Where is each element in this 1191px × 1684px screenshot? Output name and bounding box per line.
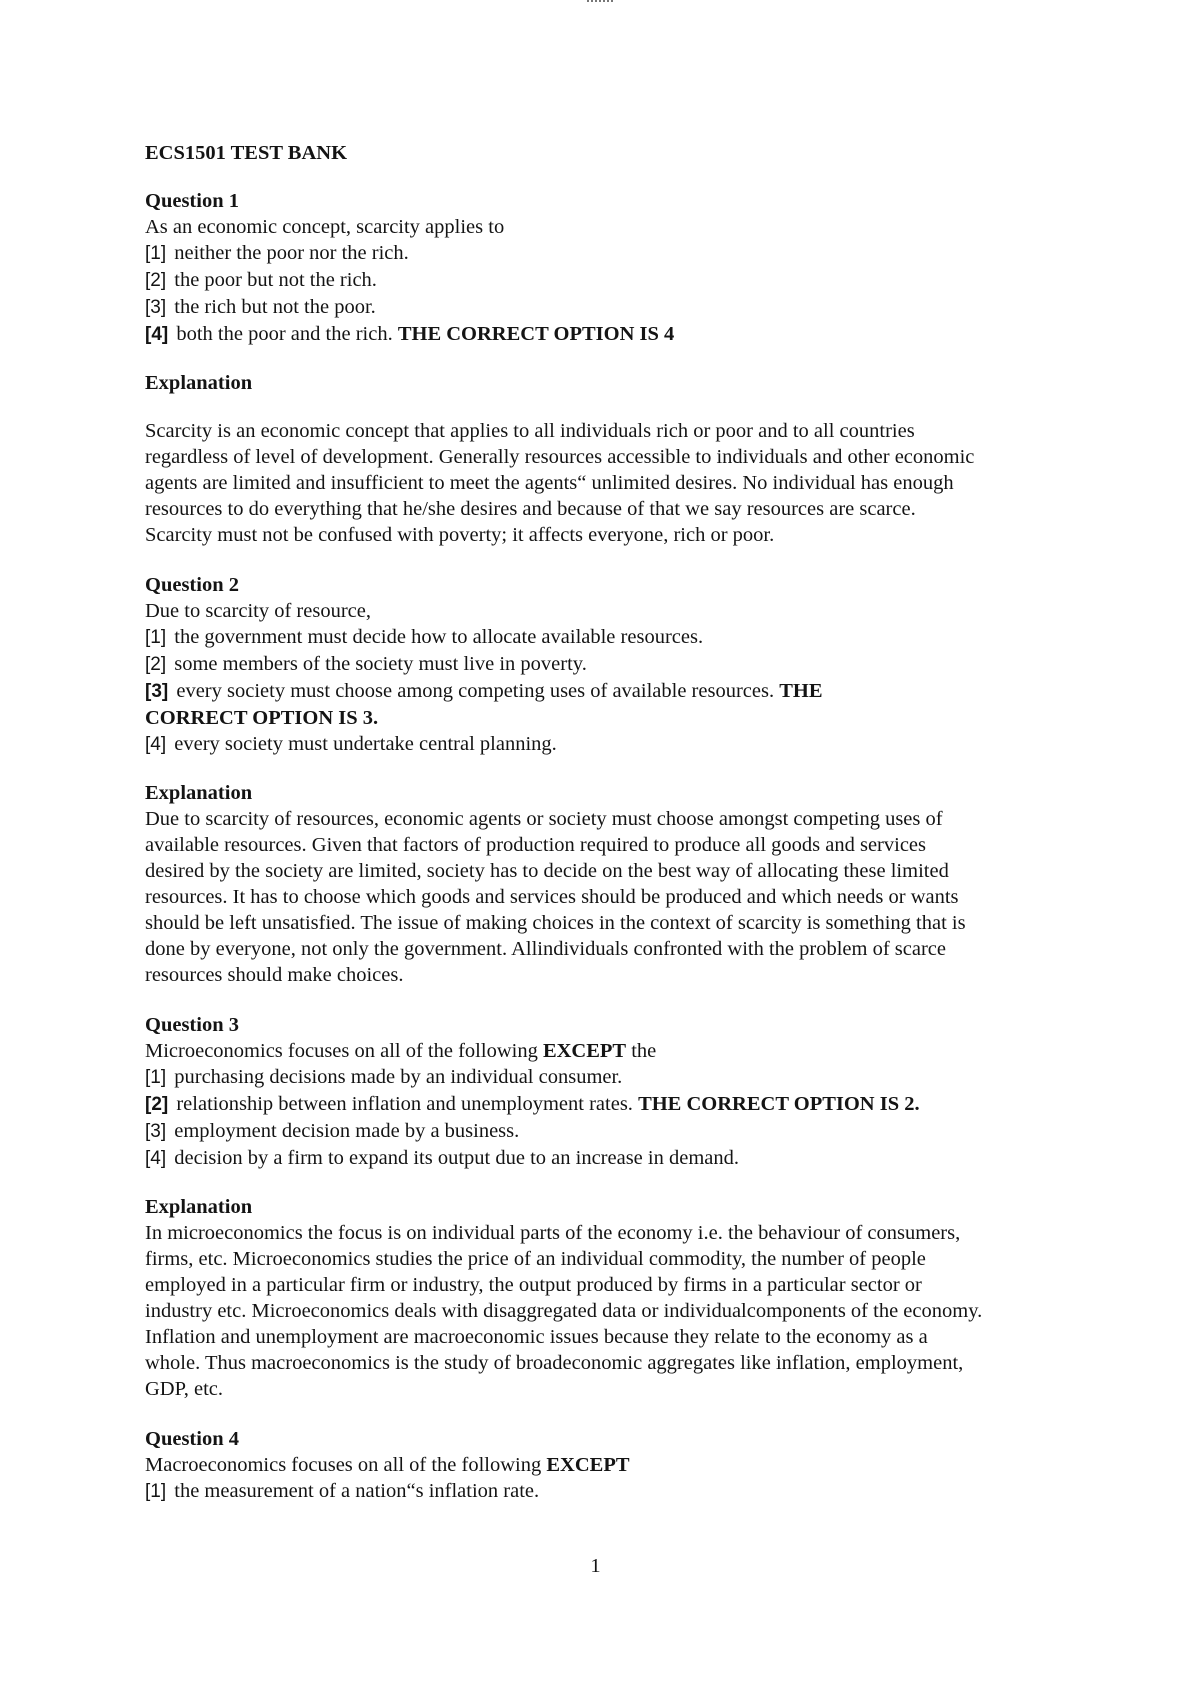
option-3 bbox=[145, 1118, 1065, 1145]
explanation-line: employed in a particular firm or industry, the output produced by firms in a particular sector or bbox=[145, 1274, 922, 1296]
option-4 bbox=[145, 731, 1065, 758]
question-stem bbox=[145, 1038, 1065, 1064]
explanation-line: firms, etc. Microeconomics studies the price of an individual commodity, the number of people bbox=[145, 1248, 926, 1270]
explanation-line: agents are limited and insufficient to meet the agents“ unlimited desires. No individual has enough bbox=[145, 472, 954, 494]
explanation-line: regardless of level of development. Generally resources accessible to individuals and other economic bbox=[145, 446, 975, 468]
option-number: [2] bbox=[145, 1094, 169, 1115]
option-number: [3] bbox=[145, 681, 169, 702]
explanation-line: In microeconomics the focus is on individual parts of the economy i.e. the behaviour of consumers, bbox=[145, 1222, 961, 1244]
option-text: employment decision made by a business. bbox=[174, 1120, 520, 1142]
explanation-line: resources. It has to choose which goods and services should be produced and which needs or wants bbox=[145, 886, 959, 908]
option-number: [4] bbox=[145, 1148, 167, 1169]
option-number: [3] bbox=[145, 1121, 167, 1142]
correct-answer-note: THE bbox=[779, 680, 823, 702]
stem-emphasis: EXCEPT bbox=[542, 1040, 627, 1062]
explanation-heading: Explanation bbox=[145, 372, 253, 394]
explanation-line: resources should make choices. bbox=[145, 964, 404, 986]
option-number: [4] bbox=[145, 324, 169, 345]
question-stem: As an economic concept, scarcity applies to bbox=[145, 216, 505, 238]
question-heading: Question 3 bbox=[145, 1014, 239, 1036]
option-text: every society must choose among competing uses of available resources. bbox=[176, 680, 775, 702]
question-heading: Question 2 bbox=[145, 574, 239, 596]
option-text: purchasing decisions made by an individual consumer. bbox=[174, 1066, 623, 1088]
option-1 bbox=[145, 1064, 1065, 1091]
option-2 bbox=[145, 651, 1065, 678]
option-number: [3] bbox=[145, 297, 167, 318]
question-1 bbox=[145, 188, 1065, 548]
explanation-line: Inflation and unemployment are macroeconomic issues because they relate to the economy as a bbox=[145, 1326, 928, 1348]
document-title: ECS1501 TEST BANK bbox=[145, 142, 348, 164]
option-number: [2] bbox=[145, 654, 167, 675]
explanation-text bbox=[145, 418, 1065, 548]
explanation-line: desired by the society are limited, society has to decide on the best way of allocating these limited bbox=[145, 860, 949, 882]
option-number: [4] bbox=[145, 734, 167, 755]
explanation-heading: Explanation bbox=[145, 1196, 253, 1218]
question-stem bbox=[145, 1452, 1065, 1478]
option-text: every society must undertake central planning. bbox=[174, 733, 557, 755]
explanation-line: Scarcity must not be confused with poverty; it affects everyone, rich or poor. bbox=[145, 524, 775, 546]
document-page bbox=[145, 140, 1065, 1505]
stem-text: Macroeconomics focuses on all of the following bbox=[145, 1454, 542, 1476]
option-text: relationship between inflation and unemployment rates. bbox=[176, 1093, 633, 1115]
stem-text: the bbox=[631, 1040, 657, 1062]
stem-text: Microeconomics focuses on all of the following bbox=[145, 1040, 538, 1062]
explanation-line: Scarcity is an economic concept that applies to all individuals rich or poor and to all countries bbox=[145, 420, 915, 442]
option-3 bbox=[145, 294, 1065, 321]
correct-answer-note-continued: CORRECT OPTION IS 3. bbox=[145, 707, 379, 729]
correct-answer-note: THE CORRECT OPTION IS 4 bbox=[397, 323, 675, 345]
question-stem: Due to scarcity of resource, bbox=[145, 600, 371, 622]
option-4 bbox=[145, 1145, 1065, 1172]
option-number: [1] bbox=[145, 627, 167, 648]
explanation-heading: Explanation bbox=[145, 782, 253, 804]
explanation-line: Due to scarcity of resources, economic agents or society must choose amongst competing uses of bbox=[145, 808, 943, 830]
question-heading: Question 1 bbox=[145, 190, 239, 212]
option-text: some members of the society must live in poverty. bbox=[174, 653, 587, 675]
option-number: [1] bbox=[145, 1481, 167, 1502]
explanation-line: resources to do everything that he/she desires and because of that we say resources are scarce. bbox=[145, 498, 916, 520]
explanation-text bbox=[145, 806, 1065, 988]
explanation-text bbox=[145, 1220, 1065, 1402]
page-number: 1 bbox=[590, 1555, 601, 1577]
option-text: neither the poor nor the rich. bbox=[174, 242, 409, 264]
option-1 bbox=[145, 624, 1065, 651]
option-text: the measurement of a nation“s inflation rate. bbox=[174, 1480, 540, 1502]
correct-answer-note: THE CORRECT OPTION IS 2. bbox=[638, 1093, 920, 1115]
explanation-line: should be left unsatisfied. The issue of making choices in the context of scarcity is something that is bbox=[145, 912, 966, 934]
explanation-line: done by everyone, not only the government. Allindividuals confronted with the problem of scarce bbox=[145, 938, 947, 960]
explanation-line: available resources. Given that factors of production required to produce all goods and services bbox=[145, 834, 927, 856]
option-number: [1] bbox=[145, 243, 167, 264]
option-text: the poor but not the rich. bbox=[174, 269, 377, 291]
option-3 bbox=[145, 678, 1065, 705]
explanation-line: whole. Thus macroeconomics is the study of broadeconomic aggregates like inflation, employment, bbox=[145, 1352, 964, 1374]
option-text: both the poor and the rich. bbox=[176, 323, 393, 345]
stem-emphasis: EXCEPT bbox=[546, 1454, 630, 1476]
explanation-line: GDP, etc. bbox=[145, 1378, 224, 1400]
question-2 bbox=[145, 572, 1065, 988]
option-4 bbox=[145, 321, 1065, 348]
explanation-line: industry etc. Microeconomics deals with disaggregated data or individualcomponents of the economy. bbox=[145, 1300, 983, 1322]
option-text: the rich but not the poor. bbox=[174, 296, 376, 318]
header-mark bbox=[587, 0, 613, 5]
option-2 bbox=[145, 1091, 1065, 1118]
question-heading: Question 4 bbox=[145, 1428, 239, 1450]
option-2 bbox=[145, 267, 1065, 294]
option-text: the government must decide how to allocate available resources. bbox=[174, 626, 704, 648]
option-number: [2] bbox=[145, 270, 167, 291]
option-text: decision by a firm to expand its output due to an increase in demand. bbox=[174, 1147, 739, 1169]
option-1 bbox=[145, 240, 1065, 267]
option-number: [1] bbox=[145, 1067, 167, 1088]
option-1 bbox=[145, 1478, 1065, 1505]
question-3 bbox=[145, 1012, 1065, 1402]
question-4 bbox=[145, 1426, 1065, 1505]
